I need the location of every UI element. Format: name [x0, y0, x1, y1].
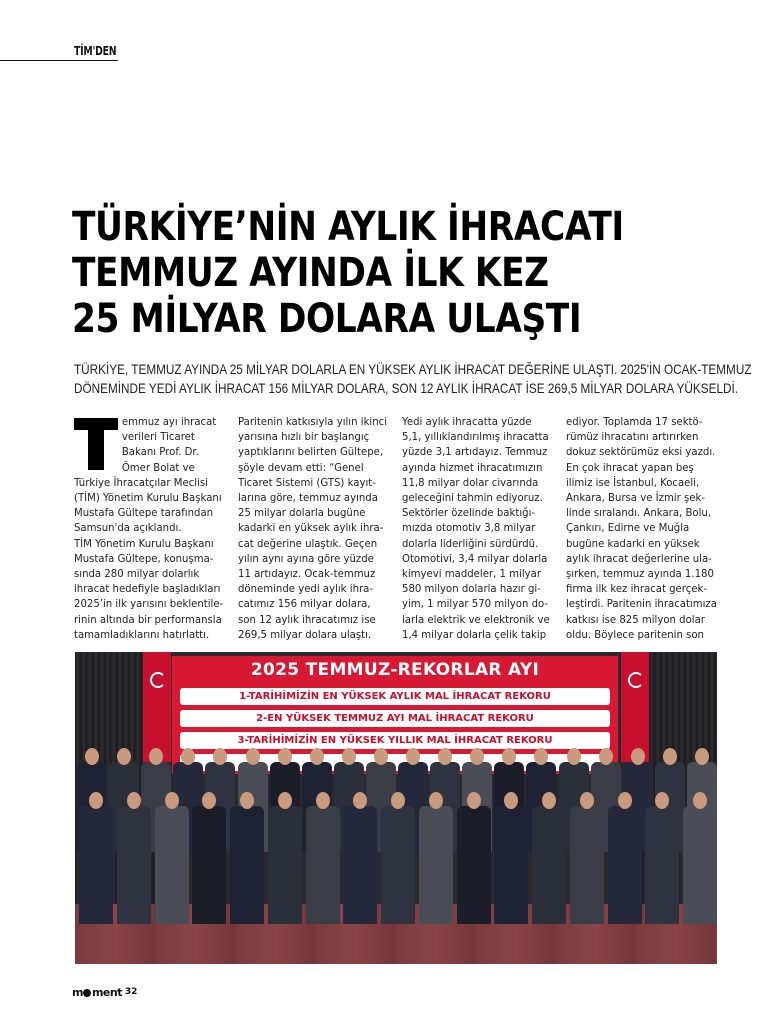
body-line: ihracat hedefiyle başladıkları [74, 582, 221, 596]
person-head [316, 792, 330, 809]
body-line: bugüne kadarki en yüksek [566, 536, 700, 550]
body-column-2 [238, 414, 400, 642]
body-line: dolarla liderliğini sürdürdü. [402, 536, 539, 550]
body-line: döneminde yedi aylık ihra- [238, 582, 374, 596]
body-line: larla elektrik ve elektronik ve [402, 612, 550, 626]
crowd [75, 742, 717, 912]
body-line: ediyor. Toplamda 17 sektö- [566, 415, 703, 428]
banner-row: 2-EN YÜKSEK TEMMUZ AYI MAL İHRACAT REKORU [180, 710, 610, 727]
body-line: yüzde 3,1 artıdayız. Temmuz [402, 445, 548, 459]
crescent-icon [628, 672, 644, 688]
banner-title: 2025 TEMMUZ-REKORLAR AYI [250, 660, 540, 680]
body-line: mızda otomotiv 3,8 milyar [402, 521, 536, 535]
body-line: Sektörler özelinde baktığı- [402, 506, 536, 520]
body-column-4 [566, 414, 728, 642]
person-figure [457, 806, 491, 924]
body-line: verileri Ticaret [121, 430, 195, 444]
person-figure [79, 806, 113, 924]
person-figure [155, 806, 189, 924]
headline [72, 204, 657, 342]
body-line: geleceğini tahmin ediyoruz. [402, 491, 543, 505]
person-figure [306, 806, 340, 924]
body-line: şırken, temmuz ayında 1.180 [566, 567, 714, 581]
body-line: dokuz sektörümüz eksi yazdı. [566, 445, 716, 459]
body-line: yarısına hızlı bir başlangıç [238, 430, 370, 444]
event-photo [75, 652, 717, 964]
body-line: ayında hizmet ihracatımızın [402, 460, 543, 474]
body-line: 2025’in ilk yarısını beklentile- [74, 597, 224, 611]
person-figure [645, 806, 679, 924]
body-line: emmuz ayı ihracat [121, 415, 217, 428]
body-line: sında 280 milyar dolarlık [74, 567, 200, 581]
body-line: aylık ihracat değerlerine ula- [566, 551, 712, 565]
person-head [310, 748, 324, 765]
body-line: Otomotivi, 3,4 milyar dolarla [402, 551, 548, 565]
body-line: 11 artıdayız. Ocak-temmuz [238, 567, 376, 581]
person-figure [419, 806, 453, 924]
person-figure [192, 806, 226, 924]
body-line: kadarki en yüksek aylık ihra- [238, 521, 384, 535]
body-line: Türkiye İhracatçılar Meclisi [74, 475, 208, 489]
lead-line: TÜRKİYE, TEMMUZ AYINDA 25 MİLYAR DOLARLA EN YÜKSEK AYLIK İHRACAT DEĞERİNE ULAŞTI. 2025'İN OCAK-TEMMUZ [74, 361, 752, 377]
person-head [599, 748, 613, 765]
body-line: 269,5 milyar dolara ulaştı. [238, 627, 372, 641]
body-line: rinin altında bir performansla [74, 612, 222, 626]
person-figure [570, 806, 604, 924]
body-line: yim, 1 milyar 570 milyon do- [402, 597, 549, 611]
body-line: Bakanı Prof. Dr. [121, 445, 199, 459]
body-line: yaptıklarını belirten Gültepe, [238, 445, 384, 459]
person-head [117, 748, 131, 765]
person-head [567, 748, 581, 765]
body-column-3 [402, 414, 564, 642]
section-rule [0, 60, 118, 61]
body-line: şöyle devam etti: “Genel [238, 460, 364, 474]
person-figure [683, 806, 717, 924]
person-head [580, 792, 594, 809]
body-column-1 [74, 414, 236, 642]
person-figure [381, 806, 415, 924]
body-line: 5,1, yıllıklandırılmış ihracatta [402, 430, 549, 444]
headline-line: TÜRKİYE’NİN AYLIK İHRACATI [72, 204, 624, 250]
person-head [246, 748, 260, 765]
person-figure [268, 806, 302, 924]
body-line: En çok ihracat yapan beş [566, 460, 694, 474]
body-line: Paritenin katkısıyla yılın ikinci [238, 415, 388, 428]
body-line: Mustafa Gültepe, konuşma- [74, 551, 214, 565]
body-line: larına göre, temmuz ayında [238, 491, 378, 505]
person-head [663, 748, 677, 765]
person-figure [230, 806, 264, 924]
person-head [240, 792, 254, 809]
body-line: Ankara, Bursa ve İzmir şek- [566, 491, 706, 505]
body-line: oldu. Böylece paritenin son [566, 627, 704, 641]
section-label: TİM'DEN [74, 44, 117, 58]
banner-row: 3-TARİHİMİZİN EN YÜKSEK YILLIK MAL İHRACAT REKORU [180, 732, 610, 749]
person-figure [608, 806, 642, 924]
body-line: Ömer Bolat ve [121, 460, 195, 474]
person-head [278, 748, 292, 765]
person-figure [532, 806, 566, 924]
person-head [165, 792, 179, 809]
person-head [429, 792, 443, 809]
person-head [406, 748, 420, 765]
body-line: rümüz ihracatını artırırken [566, 430, 699, 444]
body-line: ilimiz ise İstanbul, Kocaeli, [566, 475, 700, 489]
body-line: son 12 aylık ihracatımız ise [238, 612, 376, 626]
person-head [631, 748, 645, 765]
person-head [374, 748, 388, 765]
person-head [467, 792, 481, 809]
headline-line: 25 MİLYAR DOLARA ULAŞTI [72, 296, 582, 342]
body-line: 580 milyon dolarla hazır gi- [402, 582, 541, 596]
person-head [438, 748, 452, 765]
body-line: yılın aynı ayına göre yüzde [238, 551, 374, 565]
headline-line: TEMMUZ AYINDA İLK KEZ [72, 250, 549, 296]
body-line: leştirdi. Paritenin ihracatımıza [566, 597, 717, 611]
body-line: katkısı ise 825 milyon dolar [566, 612, 705, 626]
body-line: 25 milyar dolarla bugüne [238, 506, 366, 520]
logo-dot-icon [83, 989, 91, 997]
person-head [342, 748, 356, 765]
person-head [618, 792, 632, 809]
person-head [89, 792, 103, 809]
body-line: Yedi aylık ihracatta yüzde [402, 415, 532, 428]
magazine-logo: m ment [72, 986, 122, 999]
person-head [85, 748, 99, 765]
person-figure [343, 806, 377, 924]
banner-row: 1-TARİHİMİZİN EN YÜKSEK AYLIK MAL İHRACAT REKORU [180, 688, 610, 705]
body-line: Çankırı, Edirne ve Muğla [566, 521, 690, 535]
lead-line: DÖNEMİNDE YEDİ AYLIK İHRACAT 156 MİLYAR DOLARA, SON 12 AYLIK İHRACAT İSE 269,5 MİLYAR DOLARA YÜKSELDİ. [74, 380, 739, 396]
person-figure [117, 806, 151, 924]
person-head [278, 792, 292, 809]
crescent-icon [150, 672, 166, 688]
body-line: catımız 156 milyar dolara, [238, 597, 371, 611]
body-line: 1,4 milyar dolarla çelik takip [402, 627, 547, 641]
body-line: Mustafa Gültepe tarafından [74, 506, 214, 520]
body-line: kimyevi maddeler, 1 milyar [402, 567, 542, 581]
lead-paragraph [74, 360, 752, 398]
body-line: (TİM) Yönetim Kurulu Başkanı [74, 491, 222, 505]
person-figure [494, 806, 528, 924]
person-head [695, 748, 709, 765]
body-line: linde sıralandı. Ankara, Bolu, [566, 506, 712, 520]
body-line: Ticaret Sistemi (GTS) kayıt- [238, 475, 376, 489]
person-head [127, 792, 141, 809]
body-line: TİM Yönetim Kurulu Başkanı [74, 536, 214, 550]
body-line: tamamladıklarını hatırlattı. [74, 627, 210, 641]
person-head [391, 792, 405, 809]
body-line: cat değerine ulaştık. Geçen [238, 536, 378, 550]
body-line: Samsun'da açıklandı. [74, 521, 182, 535]
page-number: • 32 [116, 987, 138, 997]
body-line: 11,8 milyar dolar civarında [402, 475, 539, 489]
body-line: firma ilk kez ihracat gerçek- [566, 582, 708, 596]
